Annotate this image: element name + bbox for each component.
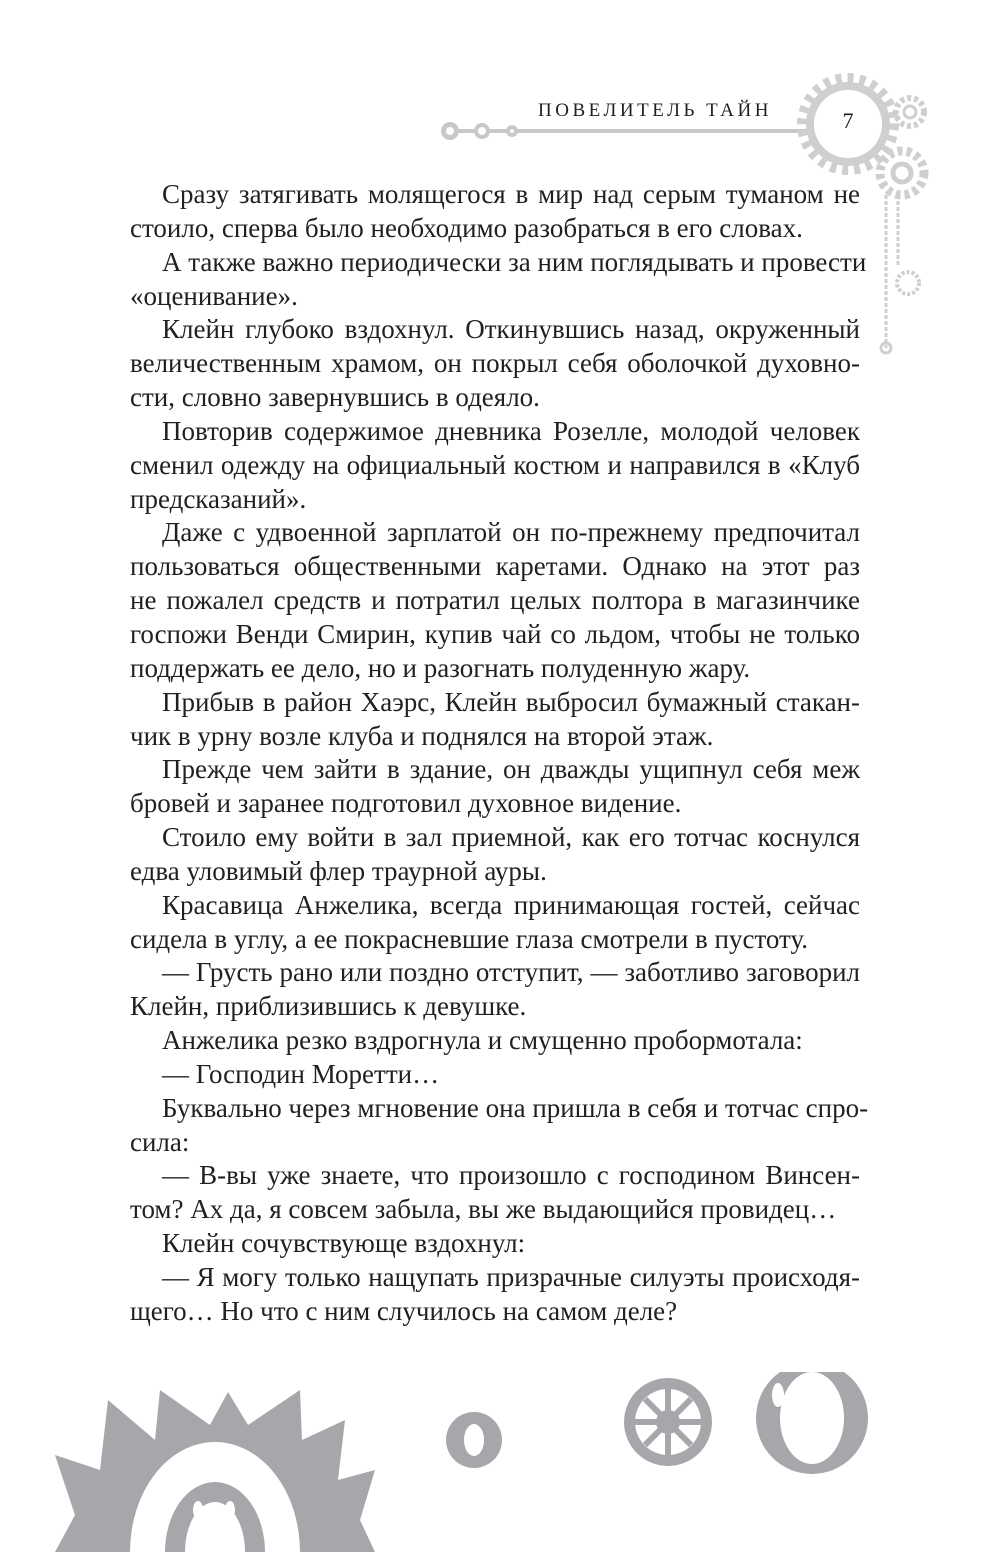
text-line: сти, словно завернувшись в одеяло. bbox=[130, 382, 540, 413]
text-line: Сразу затягивать молящегося в мир над серым туманом не bbox=[162, 179, 860, 209]
text-line: Анжелика резко вздрогнула и смущенно пробормотала: bbox=[162, 1025, 803, 1056]
text-line: Прежде чем зайти в здание, он дважды ущипнул себя меж bbox=[162, 754, 860, 785]
text-line: Буквально через мгновение она пришла в себя и тотчас спро- bbox=[162, 1092, 869, 1123]
text-line: Повторив содержимое дневника Розелле, молодой человек bbox=[162, 415, 860, 446]
running-title: ПОВЕЛИТЕЛЬ ТАЙН bbox=[538, 100, 772, 121]
text-line: чик в урну возле клуба и поднялся на второй этаж. bbox=[130, 720, 714, 751]
text-line: Клейн глубоко вздохнул. Откинувшись назад, окруженный bbox=[162, 314, 860, 345]
text-line: едва уловимый флер траурной ауры. bbox=[130, 855, 547, 886]
large-sun-gear-icon bbox=[55, 1390, 375, 1552]
text-line: «оценивание». bbox=[130, 280, 298, 311]
text-line: том? Ах да, я совсем забыла, вы же выдающийся провидец… bbox=[130, 1194, 837, 1225]
text-line: сила: bbox=[130, 1126, 190, 1157]
text-line: Прибыв в район Хаэрс, Клейн выбросил бумажный стакан- bbox=[162, 686, 860, 717]
text-line: сменил одежду на официальный костюм и направился в «Клуб bbox=[130, 449, 860, 480]
text-line: стоило, сперва было необходимо разобраться в его словах. bbox=[130, 212, 803, 243]
text-line: сидела в углу, а ее покрасневшие глаза смотрели в пустоту. bbox=[130, 923, 809, 954]
chain-icon bbox=[886, 195, 898, 348]
text-line: госпожи Венди Смирин, купив чай со льдом, чтобы не только bbox=[130, 618, 860, 649]
text-line: щего… Но что с ним случилось на самом деле? bbox=[130, 1295, 678, 1326]
text-line: бровей и заранее подготовил духовное видение. bbox=[130, 788, 682, 819]
text-line: Даже с удвоенной зарплатой он по-прежнему предпочитал bbox=[162, 517, 860, 548]
text-line: Красавица Анжелика, всегда принимающая гостей, сейчас bbox=[162, 889, 860, 920]
body-text bbox=[130, 178, 869, 1329]
text-line: Клейн сочувствующе вздохнул: bbox=[162, 1228, 526, 1259]
text-line: — Господин Моретти… bbox=[162, 1058, 440, 1089]
text-line: — Я могу только нащупать призрачные силуэты происходя- bbox=[162, 1262, 860, 1292]
text-line: поддержать ее дело, но и разогнать полуденную жару. bbox=[130, 652, 751, 683]
footer-ornament bbox=[0, 1372, 1000, 1552]
small-gear-icon bbox=[441, 122, 459, 140]
text-line: величественным храмом, он покрыл себя оболочкой духовно- bbox=[130, 348, 860, 379]
text-line: — Грусть рано или поздно отступит, — заботливо заговорил bbox=[162, 957, 860, 988]
open-gear-icon bbox=[756, 1372, 868, 1474]
page-number: 7 bbox=[842, 108, 854, 133]
text-line: Стоило ему войти в зал приемной, как его тотчас коснулся bbox=[162, 822, 860, 853]
text-line: — В-вы уже знаете, что произошло с господином Винсен- bbox=[162, 1160, 860, 1191]
ornate-gear-icon bbox=[624, 1378, 712, 1466]
text-line: пользоваться общественными каретами. Однако на этот раз bbox=[130, 551, 860, 582]
text-line: А также важно периодически за ним поглядывать и провести bbox=[162, 246, 867, 277]
text-line: не пожалел средств и потратил целых полтора в магазинчике bbox=[130, 585, 860, 616]
text-line: предсказаний». bbox=[130, 483, 307, 514]
small-gear-icon bbox=[446, 1412, 502, 1468]
text-line: Клейн, приблизившись к девушке. bbox=[130, 991, 527, 1022]
